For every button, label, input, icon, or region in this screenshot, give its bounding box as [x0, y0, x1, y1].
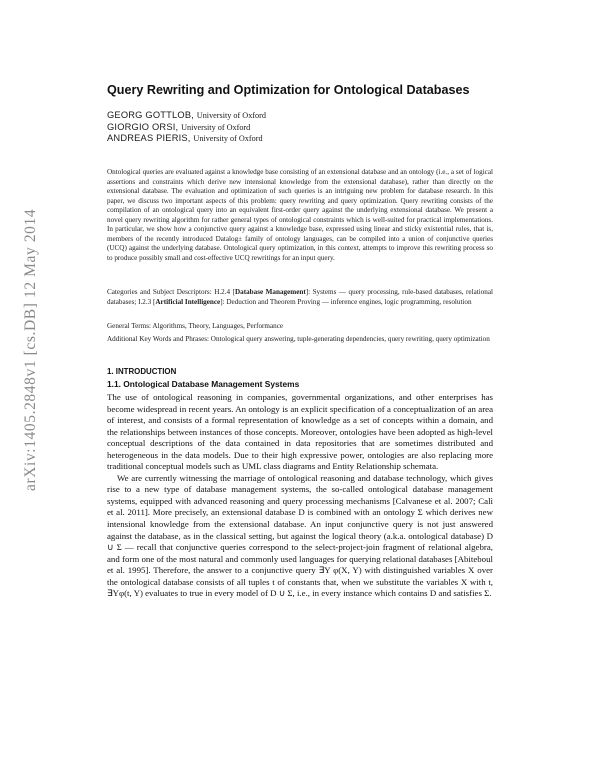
paragraph: We are currently witnessing the marriage of ontological reasoning and database technology, which gives rise to a new type of database management systems, the so-called ontological database management systems, equipped with advanced reasoning and query processing mechanisms [Calvanese et al. 2007; Calì et al. 2011]. More precisely, an extensional database D is combined with an ontology Σ which derives new intensional knowledge from the extensional database. An input conjunctive query is not just answered against the database, as in the classical setting, but against the logical theory (a.k.a. ontological database) D ∪ Σ — recall that conjunctive queries correspond to the select-project-join fragment of relational algebra, and form one of the most natural and commonly used languages for querying relational databases [Abiteboul et al. 1995]. Therefore, the answer to a conjunctive query ∃Y φ(X, Y) with distinguished variables X over the ontological database consists of all tuples t of constants that, when we substitute the variables X with t, ∃Yφ(t, Y) evaluates to true in every model of D ∪ Σ, i.e., in every instance which contains D and satisfies Σ. [107, 472, 493, 599]
author-affiliation: University of Oxford [196, 111, 266, 120]
author-entry [107, 133, 507, 145]
arxiv-stamp: arXiv:1405.2848v1 [cs.DB] 12 May 2014 [22, 208, 39, 492]
general-terms: General Terms: Algorithms, Theory, Languages, Performance [107, 322, 284, 330]
author-affiliation: University of Oxford [193, 134, 263, 144]
author-entry [107, 122, 507, 134]
keywords: Additional Key Words and Phrases: Ontological query answering, tuple-generating dependencies, query rewriting, query optimization [107, 335, 490, 343]
author-entry [107, 110, 507, 122]
section-heading: 1. INTRODUCTION [107, 367, 177, 376]
paragraph: The use of ontological reasoning in companies, governmental organizations, and other enterprises has become widespread in recent years. An ontology is an explicit specification of a conceptualization of an area of interest, and consists of a formal representation of knowledge as a set of concepts within a domain, and the relationships between instances of those concepts. Moreover, ontologies have been adopted as high-level conceptual descriptions of the data contained in data repositories that are sometimes distributed and heterogeneous in the data models. Due to their high expressive power, ontologies are also replacing more traditional conceptual models such as UML class diagrams and Entity Relationship schemata. [107, 392, 493, 472]
body-text [107, 392, 493, 600]
abstract [107, 168, 493, 263]
author-list [107, 110, 507, 145]
paper-title: Query Rewriting and Optimization for Ontological Databases [107, 83, 470, 97]
abstract-text: Ontological queries are evaluated against a knowledge base consisting of an extensional database and an ontology (i.e., a set of logical assertions and constraints which derive new intensional knowledge from the extensional database), rather than directly on the extensional database. The evaluation and optimization of such queries is an intriguing new problem for database research. In this paper, we discuss two important aspects of this problem: query rewriting and query optimization. Query rewriting consists of the compilation of an ontological query into an equivalent first-order query against the underlying extensional database. We present a novel query rewriting algorithm for rather general types of ontological constraints which is well-suited for practical implementations. In particular, we show how a conjunctive query against a knowledge base, expressed using linear and sticky existential rules, that is, members of the recently introduced Datalog± family of ontology languages, can be compiled into a union of conjunctive queries (UCQ) against the underlying database. Ontological query optimization, in this context, attempts to improve this rewriting process so to produce possibly small and cost-effective UCQ rewritings for an input query. [107, 168, 493, 262]
author-affiliation: University of Oxford [181, 122, 251, 132]
author-name: GEORG GOTTLOB, [107, 110, 194, 120]
author-name: GIORGIO ORSI, [107, 121, 179, 132]
categories-text: Categories and Subject Descriptors: H.2.4 [Database Management]: Systems — query processing, rule-based databases, relational databases; I.2.3 [Artificial Intelligence]: Deduction and Theorem Proving — inference engines, logic programming, resolution [107, 288, 494, 306]
author-name: ANDREAS PIERIS, [107, 133, 191, 144]
subsection-heading: 1.1. Ontological Database Management Systems [107, 379, 300, 389]
categories-block [107, 288, 493, 307]
